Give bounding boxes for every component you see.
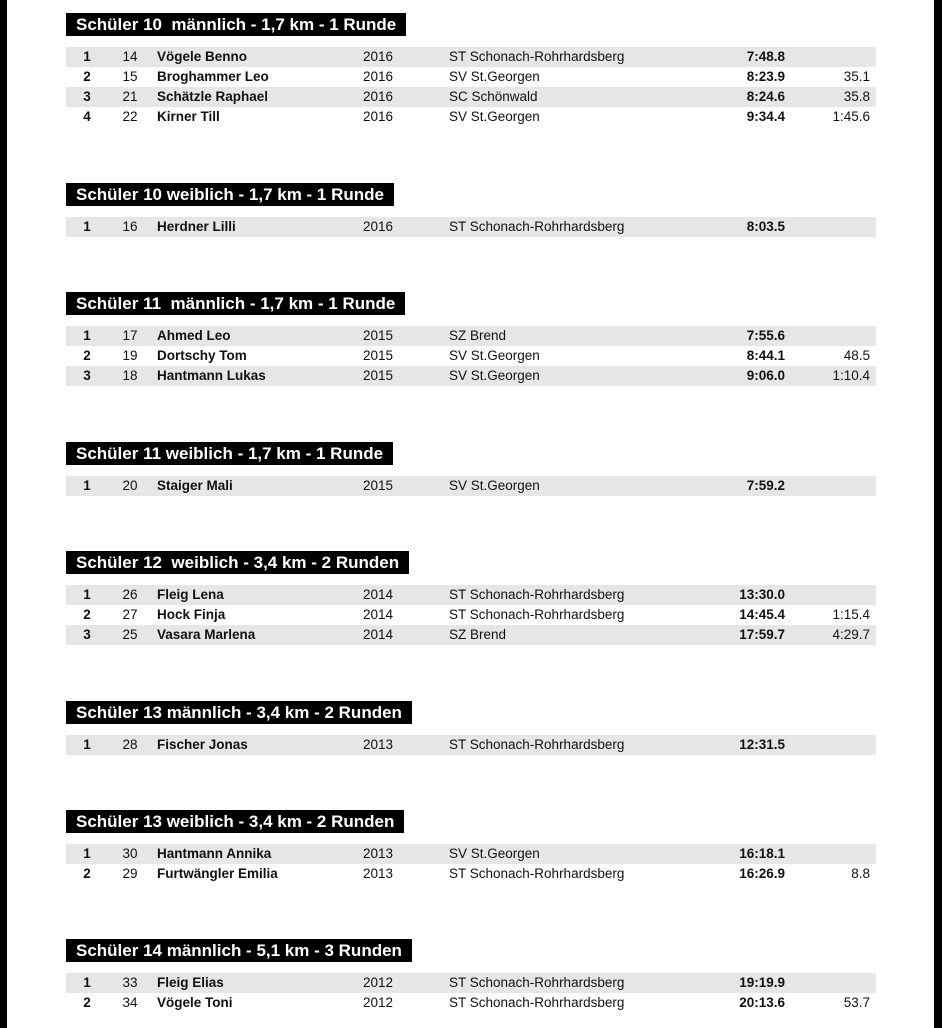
athlete-name: Kirner Till: [157, 109, 220, 124]
finish-time: 8:44.1: [746, 348, 785, 363]
birth-year: 2013: [363, 737, 394, 752]
birth-year: 2015: [363, 368, 394, 383]
bib-number: 15: [122, 69, 138, 84]
bib-number: 33: [122, 975, 138, 990]
birth-year: 2014: [363, 587, 394, 602]
club: SZ Brend: [449, 328, 507, 343]
bib-number: 16: [122, 219, 138, 234]
results-table: [66, 217, 876, 237]
birth-year: 2013: [363, 866, 394, 881]
table-row: [66, 326, 876, 346]
finish-time: 7:48.8: [746, 49, 785, 64]
finish-time: 8:23.9: [746, 69, 785, 84]
bib-number: 25: [122, 627, 138, 642]
club: ST Schonach-Rohrhardsberg: [449, 737, 625, 752]
bib-number: 26: [122, 587, 138, 602]
club: SV St.Georgen: [449, 478, 540, 493]
rank: 1: [83, 737, 91, 752]
birth-year: 2016: [363, 219, 394, 234]
results-table: [66, 47, 876, 127]
club: SV St.Georgen: [449, 368, 540, 383]
finish-time: 20:13.6: [739, 995, 785, 1010]
bib-number: 29: [122, 866, 138, 881]
time-gap: 48.5: [843, 348, 870, 363]
athlete-name: Hantmann Lukas: [157, 368, 266, 383]
rank: 3: [83, 627, 91, 642]
club: ST Schonach-Rohrhardsberg: [449, 607, 625, 622]
table-row: [66, 973, 876, 993]
table-row: [66, 993, 876, 1013]
birth-year: 2012: [363, 995, 394, 1010]
results-section: [66, 13, 876, 127]
birth-year: 2014: [363, 607, 394, 622]
birth-year: 2013: [363, 846, 394, 861]
section-header: Schüler 10 weiblich - 1,7 km - 1 Runde: [66, 183, 394, 206]
results-table: [66, 585, 876, 645]
finish-time: 16:26.9: [739, 866, 785, 881]
rank: 1: [83, 49, 91, 64]
rank: 1: [83, 328, 91, 343]
club: SV St.Georgen: [449, 348, 540, 363]
birth-year: 2016: [363, 49, 394, 64]
table-row: [66, 366, 876, 386]
rank: 1: [83, 846, 91, 861]
rank: 2: [83, 995, 91, 1010]
finish-time: 7:59.2: [746, 478, 785, 493]
birth-year: 2016: [363, 69, 394, 84]
bib-number: 34: [122, 995, 138, 1010]
club: ST Schonach-Rohrhardsberg: [449, 975, 625, 990]
birth-year: 2015: [363, 348, 394, 363]
results-table: [66, 735, 876, 755]
rank: 3: [83, 89, 91, 104]
time-gap: 1:15.4: [832, 607, 870, 622]
results-section: [66, 292, 876, 386]
finish-time: 17:59.7: [739, 627, 785, 642]
finish-time: 16:18.1: [739, 846, 785, 861]
bib-number: 20: [122, 478, 138, 493]
bib-number: 27: [122, 607, 138, 622]
section-header: Schüler 12 weiblich - 3,4 km - 2 Runden: [66, 551, 409, 574]
table-row: [66, 585, 876, 605]
time-gap: 53.7: [843, 995, 870, 1010]
results-section: [66, 701, 876, 755]
athlete-name: Dortschy Tom: [157, 348, 247, 363]
section-header: Schüler 14 männlich - 5,1 km - 3 Runden: [66, 939, 412, 962]
athlete-name: Fischer Jonas: [157, 737, 248, 752]
athlete-name: Furtwängler Emilia: [157, 866, 278, 881]
rank: 2: [83, 69, 91, 84]
finish-time: 8:03.5: [746, 219, 785, 234]
results-table: [66, 844, 876, 884]
athlete-name: Vögele Toni: [157, 995, 233, 1010]
athlete-name: Herdner Lilli: [157, 219, 236, 234]
results-section: [66, 939, 876, 1013]
rank: 2: [83, 866, 91, 881]
club: ST Schonach-Rohrhardsberg: [449, 866, 625, 881]
bib-number: 22: [122, 109, 138, 124]
rank: 1: [83, 975, 91, 990]
club: ST Schonach-Rohrhardsberg: [449, 995, 625, 1010]
athlete-name: Vögele Benno: [157, 49, 248, 64]
table-row: [66, 87, 876, 107]
club: SZ Brend: [449, 627, 507, 642]
rank: 2: [83, 348, 91, 363]
time-gap: 35.8: [843, 89, 870, 104]
athlete-name: Broghammer Leo: [157, 69, 269, 84]
rank: 1: [83, 219, 91, 234]
athlete-name: Ahmed Leo: [157, 328, 231, 343]
time-gap: 35.1: [843, 69, 870, 84]
table-row: [66, 67, 876, 87]
club: SC Schönwald: [449, 89, 538, 104]
table-row: [66, 864, 876, 884]
time-gap: 1:10.4: [832, 368, 870, 383]
results-table: [66, 326, 876, 386]
finish-time: 8:24.6: [746, 89, 785, 104]
section-header: Schüler 13 weiblich - 3,4 km - 2 Runden: [66, 810, 404, 833]
birth-year: 2016: [363, 89, 394, 104]
table-row: [66, 346, 876, 366]
finish-time: 12:31.5: [739, 737, 785, 752]
athlete-name: Hock Finja: [157, 607, 226, 622]
birth-year: 2016: [363, 109, 394, 124]
athlete-name: Vasara Marlena: [157, 627, 256, 642]
results-section: [66, 183, 876, 237]
rank: 3: [83, 368, 91, 383]
birth-year: 2012: [363, 975, 394, 990]
finish-time: 9:34.4: [746, 109, 785, 124]
section-header: Schüler 13 männlich - 3,4 km - 2 Runden: [66, 701, 412, 724]
results-page: [7, 0, 934, 1028]
results-table: [66, 476, 876, 496]
finish-time: 19:19.9: [739, 975, 785, 990]
table-row: [66, 476, 876, 496]
club: SV St.Georgen: [449, 109, 540, 124]
section-header: Schüler 10 männlich - 1,7 km - 1 Runde: [66, 13, 406, 36]
time-gap: 1:45.6: [832, 109, 870, 124]
finish-time: 7:55.6: [746, 328, 785, 343]
bib-number: 17: [122, 328, 138, 343]
results-table: [66, 973, 876, 1013]
table-row: [66, 625, 876, 645]
rank: 4: [83, 109, 91, 124]
birth-year: 2014: [363, 627, 394, 642]
athlete-name: Staiger Mali: [157, 478, 233, 493]
table-row: [66, 217, 876, 237]
finish-time: 13:30.0: [739, 587, 785, 602]
club: ST Schonach-Rohrhardsberg: [449, 587, 625, 602]
finish-time: 9:06.0: [746, 368, 785, 383]
bib-number: 14: [122, 49, 138, 64]
club: SV St.Georgen: [449, 69, 540, 84]
bib-number: 18: [122, 368, 138, 383]
results-section: [66, 442, 876, 496]
time-gap: 4:29.7: [832, 627, 870, 642]
rank: 1: [83, 478, 91, 493]
bib-number: 30: [122, 846, 138, 861]
table-row: [66, 605, 876, 625]
section-header: Schüler 11 weiblich - 1,7 km - 1 Runde: [66, 442, 393, 465]
rank: 1: [83, 587, 91, 602]
athlete-name: Fleig Elias: [157, 975, 224, 990]
rank: 2: [83, 607, 91, 622]
time-gap: 8.8: [851, 866, 870, 881]
results-section: [66, 810, 876, 884]
birth-year: 2015: [363, 328, 394, 343]
table-row: [66, 107, 876, 127]
results-section: [66, 551, 876, 645]
table-row: [66, 47, 876, 67]
club: SV St.Georgen: [449, 846, 540, 861]
finish-time: 14:45.4: [739, 607, 785, 622]
table-row: [66, 844, 876, 864]
club: ST Schonach-Rohrhardsberg: [449, 219, 625, 234]
birth-year: 2015: [363, 478, 394, 493]
table-row: [66, 735, 876, 755]
bib-number: 19: [122, 348, 138, 363]
athlete-name: Hantmann Annika: [157, 846, 272, 861]
athlete-name: Schätzle Raphael: [157, 89, 269, 104]
bib-number: 21: [122, 89, 138, 104]
section-header: Schüler 11 männlich - 1,7 km - 1 Runde: [66, 292, 405, 315]
club: ST Schonach-Rohrhardsberg: [449, 49, 625, 64]
bib-number: 28: [122, 737, 138, 752]
athlete-name: Fleig Lena: [157, 587, 224, 602]
